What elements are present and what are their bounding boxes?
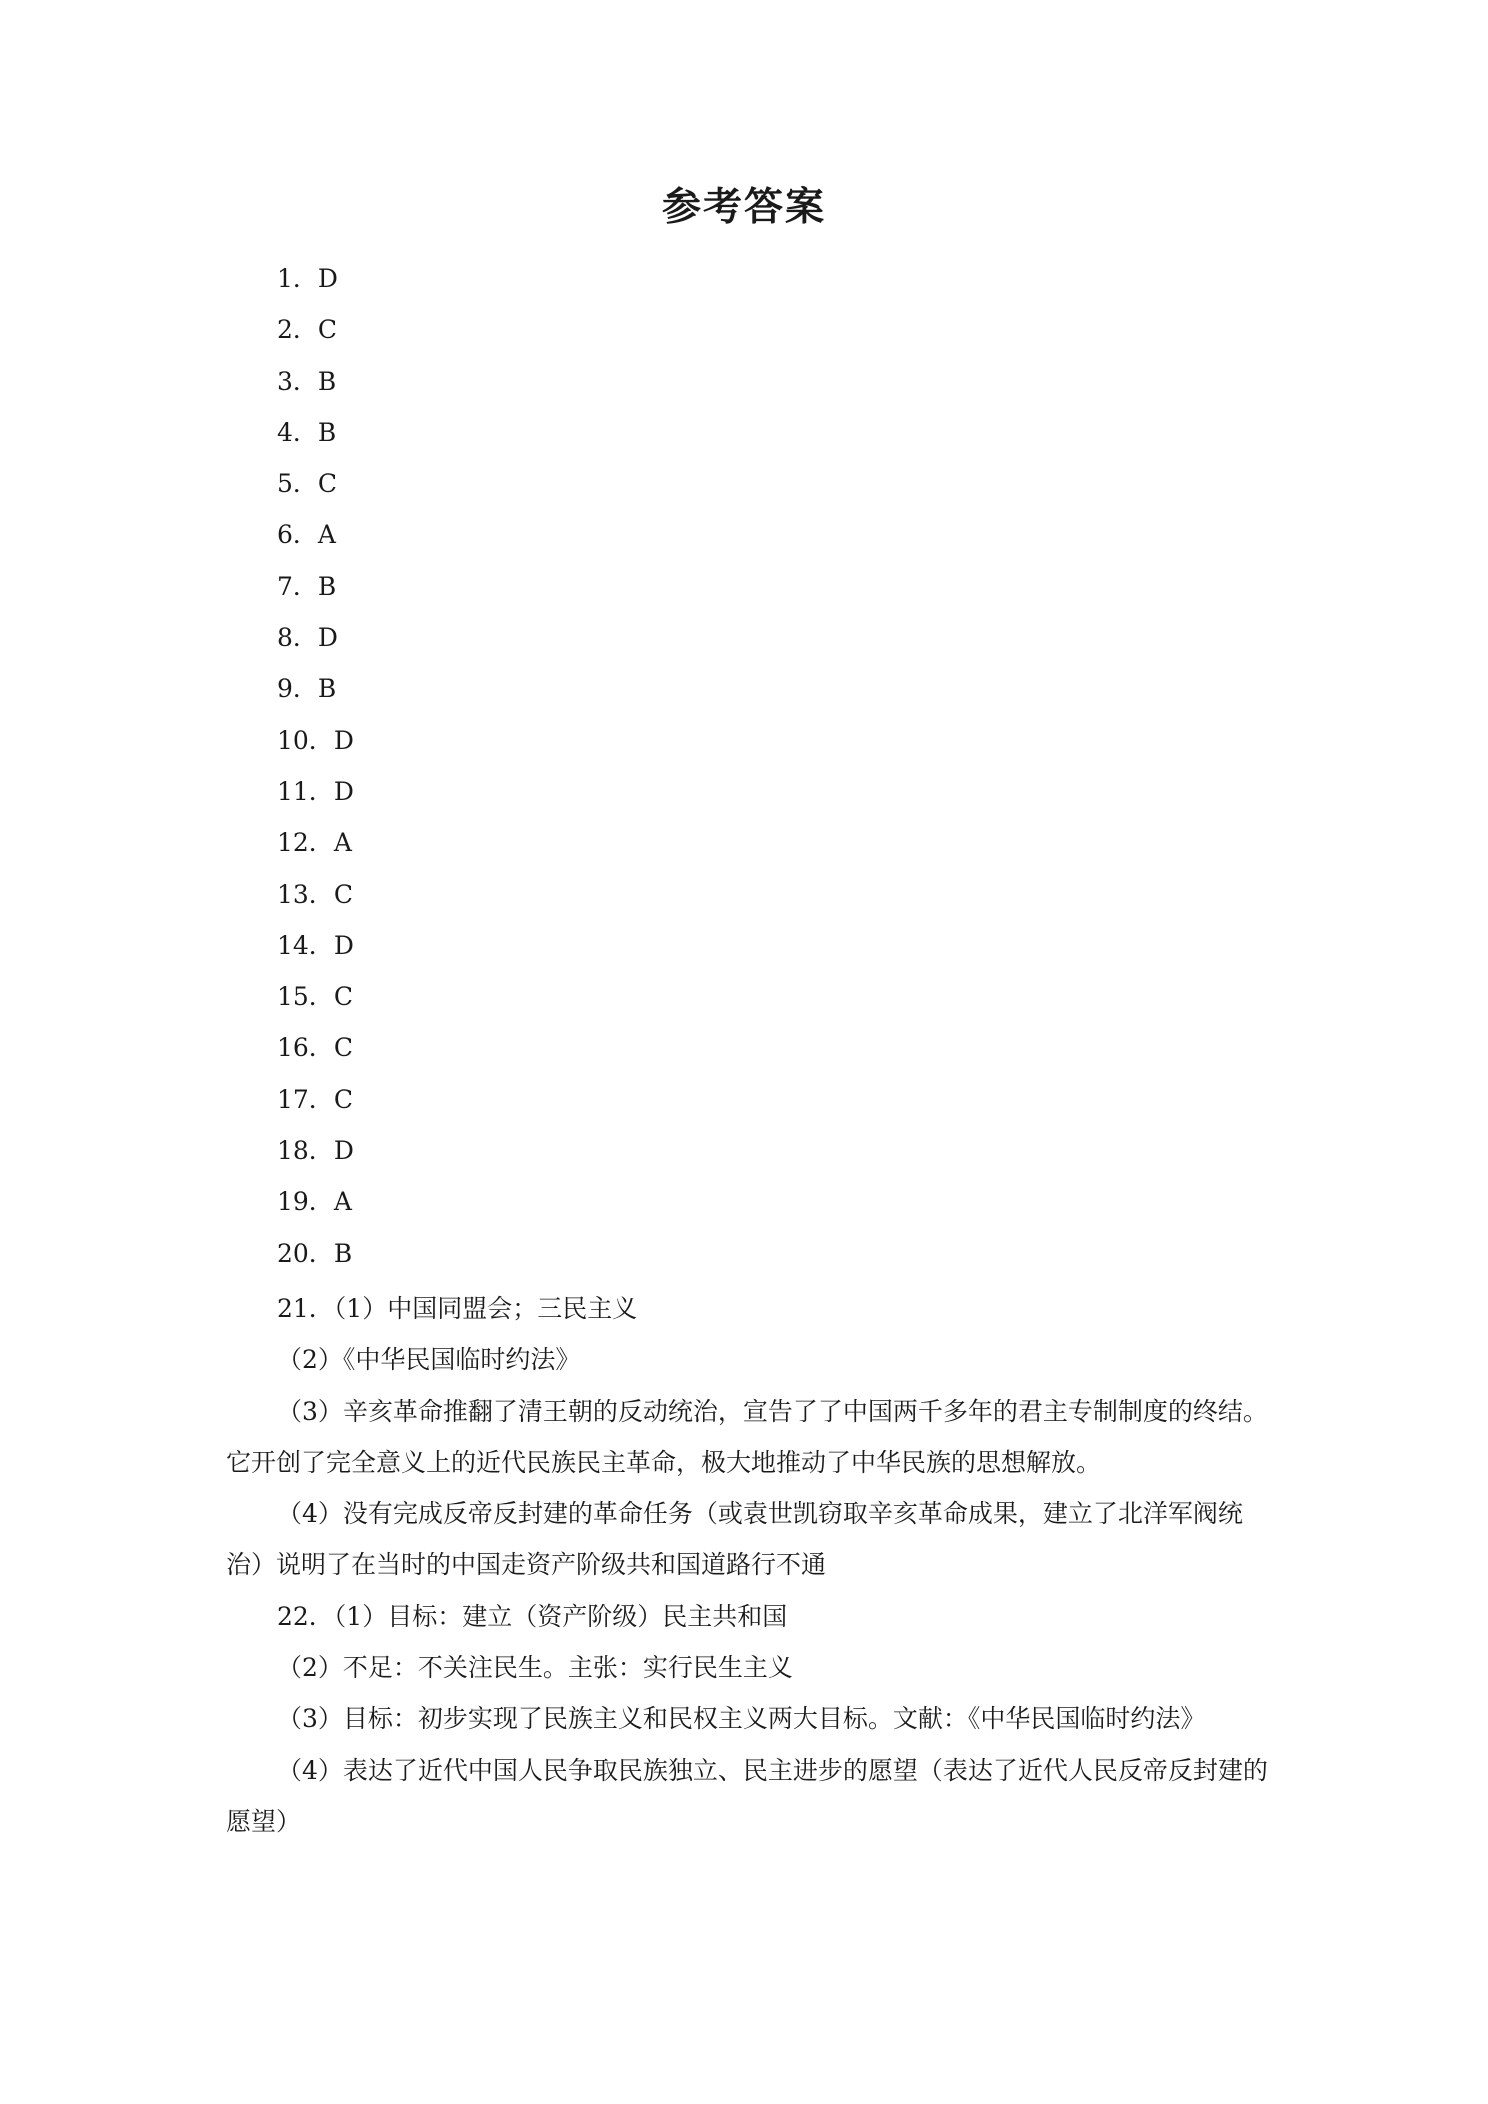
answer-item <box>277 464 354 515</box>
answer-number: 20． <box>277 1238 334 1268</box>
answer-number: 13． <box>277 879 334 909</box>
answer-choice: B <box>317 674 337 704</box>
answer-item <box>277 669 354 720</box>
answer-item <box>277 977 354 1028</box>
answer-number: 10． <box>277 725 334 755</box>
answer-number: 16． <box>277 1033 334 1063</box>
answer-choice: D <box>317 623 338 653</box>
answer-item <box>277 823 354 874</box>
answer-number: 15． <box>277 982 334 1012</box>
answer-choice: D <box>333 1136 354 1166</box>
answer-choice: B <box>317 417 337 447</box>
answer-item <box>277 1028 354 1079</box>
document-title: 参考答案 <box>661 185 826 230</box>
answer-item <box>277 772 354 823</box>
answer-number: 12． <box>277 828 334 858</box>
answer-number: 1． <box>277 264 318 293</box>
answer-item <box>277 515 354 566</box>
answer-choice: C <box>317 315 338 345</box>
answer-number: 4． <box>277 417 318 447</box>
answer-item <box>277 259 354 310</box>
answer-list <box>277 259 354 1285</box>
answer-number: 19． <box>277 1187 334 1217</box>
answer-number: 7． <box>277 571 318 601</box>
answer-choice: B <box>317 366 337 396</box>
answer-choice: C <box>333 879 353 909</box>
answer-choice: D <box>333 776 354 806</box>
answer-item <box>277 926 354 977</box>
answer-number: 2． <box>277 315 318 345</box>
answer-item <box>277 1131 354 1182</box>
q22-part4: （4）表达了近代中国人民争取民族独立、民主进步的愿望（表达了近代人民反帝反封建的愿望） <box>226 1755 1268 1836</box>
q22-part3: （3）目标：初步实现了民族主义和民权主义两大目标。文献：《中华民国临时约法》 <box>277 1704 1206 1734</box>
q21-part2: （2）《中华民国临时约法》 <box>277 1345 581 1375</box>
answer-choice: C <box>317 469 338 499</box>
answer-choice: B <box>317 571 337 601</box>
answer-choice: C <box>333 982 353 1012</box>
answer-number: 18． <box>277 1136 334 1166</box>
answer-choice: B <box>333 1238 353 1268</box>
answer-item <box>277 1234 354 1285</box>
answer-number: 17． <box>277 1084 334 1114</box>
answer-number: 5． <box>277 469 318 499</box>
answer-choice: D <box>333 725 354 755</box>
answer-item <box>277 567 354 618</box>
answer-number: 8． <box>277 623 318 653</box>
answer-item <box>277 1182 354 1233</box>
answer-number: 9． <box>277 674 318 704</box>
answer-item <box>277 413 354 464</box>
answer-item <box>277 1080 354 1131</box>
q22-part1: 22．（1）目标：建立（资产阶级）民主共和国 <box>277 1601 788 1631</box>
q21-part1: 21．（1）中国同盟会；三民主义 <box>277 1294 638 1323</box>
answer-number: 11． <box>277 776 334 806</box>
answer-choice: D <box>333 930 354 960</box>
answer-item <box>277 875 354 926</box>
q21-part3: （3）辛亥革命推翻了清王朝的反动统治，宣告了了中国两千多年的君主专制制度的终结。它开创了完全意义上的近代民族民主革命，极大地推动了中华民族的思想解放。 <box>226 1396 1268 1477</box>
answer-choice: D <box>317 264 338 293</box>
answer-choice: A <box>333 828 352 858</box>
answer-choice: A <box>333 1187 352 1217</box>
answer-choice: C <box>333 1084 353 1114</box>
q21-part4: （4）没有完成反帝反封建的革命任务（或袁世凯窃取辛亥革命成果，建立了北洋军阀统治）说明了在当时的中国走资产阶级共和国道路行不通 <box>226 1499 1243 1580</box>
answer-choice: A <box>317 520 336 550</box>
answer-number: 14． <box>277 930 334 960</box>
answer-number: 3． <box>277 366 318 396</box>
answer-item <box>277 310 354 361</box>
answer-number: 6． <box>277 520 318 550</box>
answer-item <box>277 721 354 772</box>
answer-item <box>277 618 354 669</box>
answer-item <box>277 362 354 413</box>
answer-choice: C <box>333 1033 353 1063</box>
q22-part2: （2）不足：不关注民生。主张：实行民生主义 <box>277 1653 793 1683</box>
essay-answers <box>226 1283 1271 1847</box>
